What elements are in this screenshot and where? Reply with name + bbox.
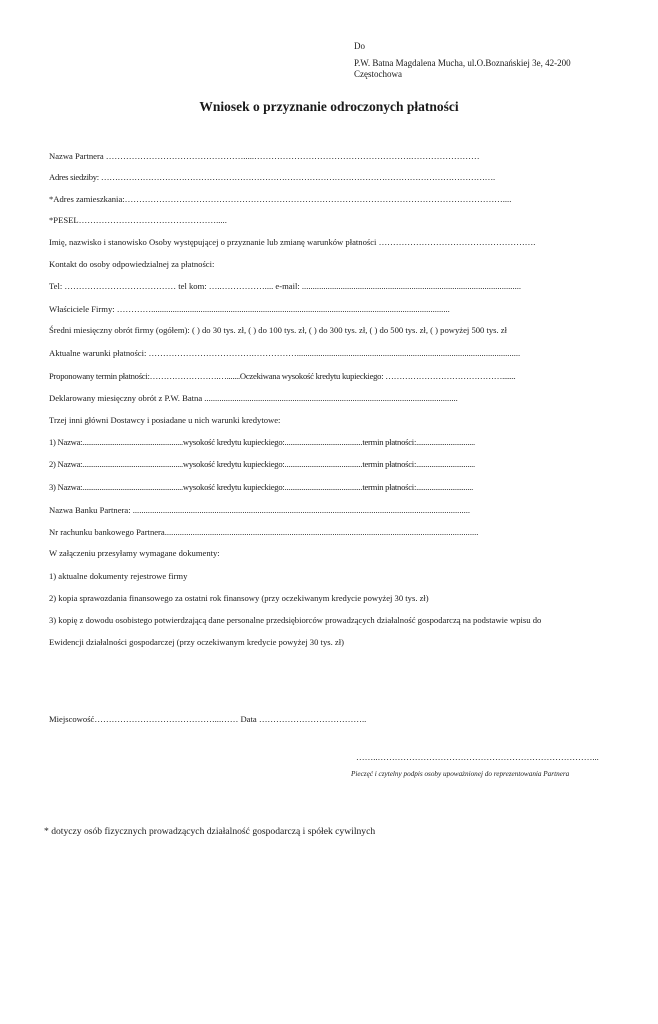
current-terms-field[interactable]: Aktualne warunki płatności: ……………………………….……………........................................................................................................: [49, 348, 521, 358]
phone-email-field[interactable]: Tel: ………………………………… tel kom: …..…………….... e-mail: ......................................................................................................: [49, 281, 522, 291]
partner-name-field[interactable]: Nazwa Partnera ………………………………………….....……………………………………………….……………………: [49, 151, 480, 161]
signature-line[interactable]: ……..…………………………………………………………………...: [356, 752, 599, 762]
supplier-2-field[interactable]: 2) Nazwa:.....................................................wysokość kredytu kupieckiego:.........................................termin płatności:...............................: [49, 459, 475, 469]
proposed-term-field[interactable]: Proponowany termin płatności:…………………….….......Oczekiwana wysokość kredytu kupieckiego: …………………………………….......: [49, 371, 516, 381]
attachment-item-3-continued: Ewidencji działalności gospodarczej (przy oczekiwanym kredycie powyżej 30 tys. zł): [49, 637, 344, 647]
bank-account-field[interactable]: Nr rachunku bankowego Partnera..................................................................................................................................................: [49, 527, 479, 537]
supplier-3-field[interactable]: 3) Nazwa:.....................................................wysokość kredytu kupieckiego:.........................................termin płatności:..............................: [49, 482, 474, 492]
home-address-field[interactable]: *Adres zamieszkania:……………………………………………………………………………………………………………………....: [49, 194, 512, 204]
pesel-field[interactable]: *PESEL………………………………………….....: [49, 215, 227, 225]
bank-name-field[interactable]: Nazwa Banku Partnera: .............................................................................................................................................................: [49, 505, 471, 515]
declared-turnover-field[interactable]: Deklarowany miesięczny obrót z P.W. Batna ......................................................................................................................: [49, 393, 458, 403]
footnote: * dotyczy osób fizycznych prowadzących działalność gospodarczą i spółek cywilnych: [44, 826, 376, 837]
recipient-address-line-1: P.W. Batna Magdalena Mucha, ul.O.Boznańskiej 3e, 42-200: [354, 58, 571, 68]
supplier-1-field[interactable]: 1) Nazwa:.....................................................wysokość kredytu kupieckiego:.........................................termin płatności:...............................: [49, 437, 475, 447]
attachment-item-2: 2) kopia sprawozdania finansowego za ostatni rok finansowy (przy oczekiwanym kredycie powyżej 30 tys. zł): [49, 593, 429, 603]
turnover-options[interactable]: Średni miesięczny obrót firmy (ogółem): ( ) do 30 tys. zł, ( ) do 100 tys. zł, ( ) do 300 tys. zł, ( ) do 500 tys. zł, ( ) powyżej 500 tys. zł: [49, 325, 508, 335]
owners-field[interactable]: Właściciele Firmy: …………...........................................................................................................................................: [49, 304, 450, 314]
suppliers-header: Trzej inni główni Dostawcy i posiadane u nich warunki kredytowe:: [49, 415, 281, 425]
recipient-to-label: Do: [354, 41, 365, 51]
recipient-address-line-2: Częstochowa: [354, 69, 402, 79]
form-title: Wniosek o przyznanie odroczonych płatności: [199, 99, 459, 114]
attachment-item-3: 3) kopię z dowodu osobistego potwierdzającą dane personalne przedsiębiorców prowadzących działalność gospodarczą na podstawie wpisu do: [49, 615, 542, 625]
representative-field[interactable]: Imię, nazwisko i stanowisko Osoby występującej o przyznanie lub zmianę warunków płatności ……………………………………………….: [49, 237, 536, 247]
seat-address-field[interactable]: Adres siedziby: …………………………………………………………………………………………………………………………….: [49, 172, 495, 182]
signature-caption: Pieczęć i czytelny podpis osoby upoważnionej do reprezentowania Partnera: [351, 770, 570, 778]
place-date-field[interactable]: Miejscowość……………………………………...…… Data ………………………………..: [49, 714, 367, 724]
attachment-item-1: 1) aktualne dokumenty rejestrowe firmy: [49, 571, 188, 581]
attachments-header: W załączeniu przesyłamy wymagane dokumenty:: [49, 548, 220, 558]
contact-header: Kontakt do osoby odpowiedzialnej za płatności:: [49, 259, 215, 269]
